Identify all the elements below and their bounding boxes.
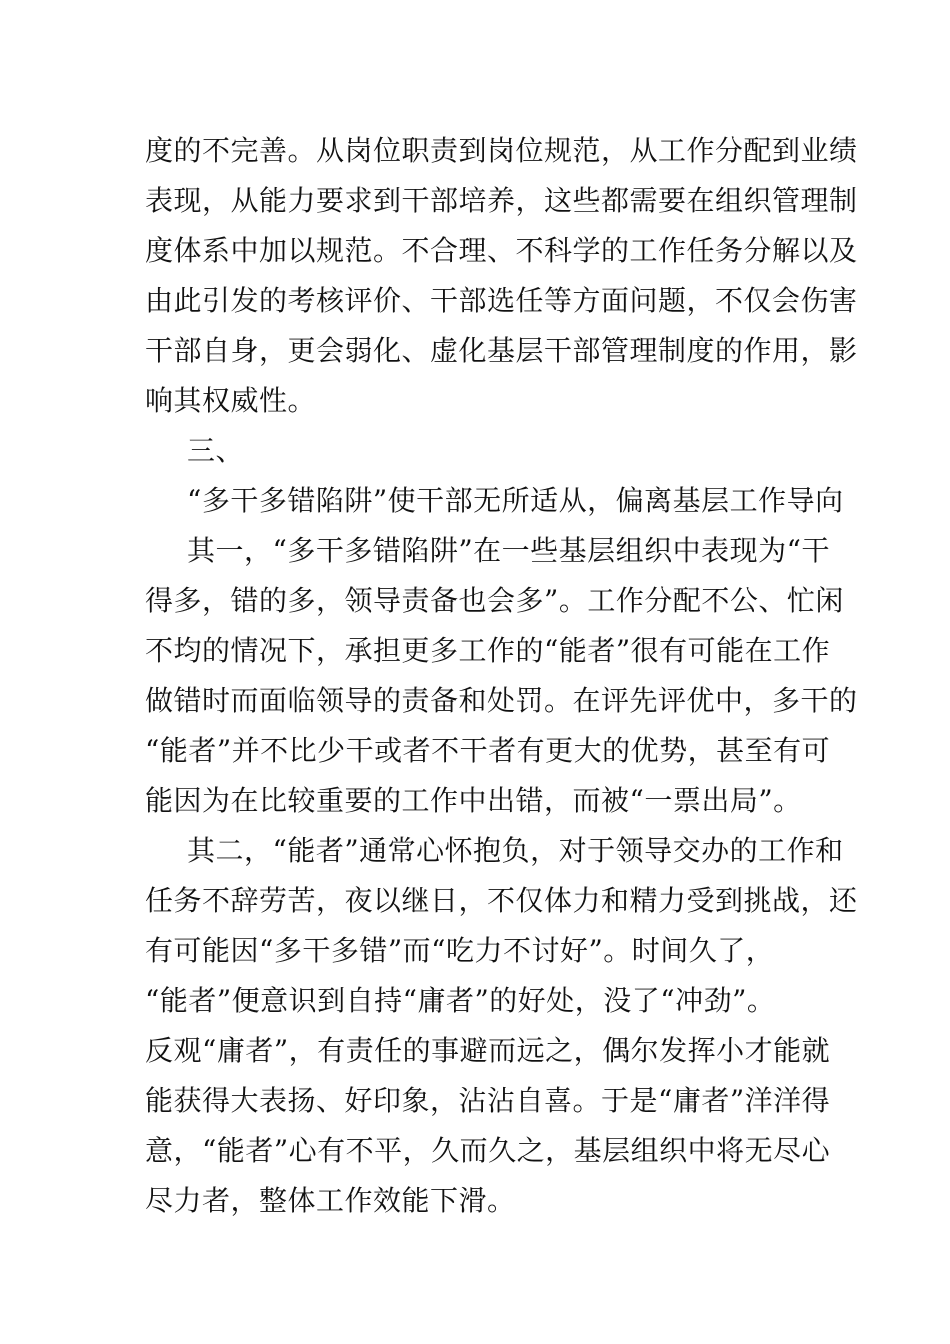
text-line: “能者”并不比少干或者不干者有更大的优势，甚至有可 xyxy=(145,734,831,767)
text-line: 能因为在比较重要的工作中出错，而被“一票出局”。 xyxy=(145,784,802,817)
text-line: 不均的情况下，承担更多工作的“能者”很有可能在工作 xyxy=(145,634,831,667)
paragraph-start: 其一，“多干多错陷阱”在一些基层组织中表现为“干 xyxy=(187,534,830,567)
text-line: 意，“能者”心有不平，久而久之，基层组织中将无尽心 xyxy=(145,1134,831,1167)
text-line: 反观“庸者”，有责任的事避而远之，偶尔发挥小才能就 xyxy=(145,1034,831,1067)
paragraph-start: 其二，“能者”通常心怀抱负，对于领导交办的工作和 xyxy=(187,834,844,867)
text-line: 表现，从能力要求到干部培养，这些都需要在组织管理制 xyxy=(145,184,858,217)
text-line: 有可能因“多干多错”而“吃力不讨好”。时间久了， xyxy=(145,934,775,967)
text-line: 任务不辞劳苦，夜以继日，不仅体力和精力受到挑战，还 xyxy=(145,884,858,917)
text-line: 响其权威性。 xyxy=(145,384,317,417)
text-line: “能者”便意识到自持“庸者”的好处，没了“冲劲”。 xyxy=(145,984,776,1017)
text-line: 尽力者，整体工作效能下滑。 xyxy=(145,1184,516,1217)
text-line: 得多，错的多，领导责备也会多”。工作分配不公、忙闲 xyxy=(145,584,844,617)
text-line: 度体系中加以规范。不合理、不科学的工作任务分解以及 xyxy=(145,234,858,267)
section-heading-number: 三、 xyxy=(187,434,245,467)
text-line: 度的不完善。从岗位职责到岗位规范，从工作分配到业绩 xyxy=(145,134,858,167)
text-line: 做错时而面临领导的责备和处罚。在评先评优中，多干的 xyxy=(145,684,858,717)
text-line: 干部自身，更会弱化、虚化基层干部管理制度的作用，影 xyxy=(145,334,858,367)
text-line: 由此引发的考核评价、干部选任等方面问题，不仅会伤害 xyxy=(145,284,858,317)
text-line: 能获得大表扬、好印象，沾沾自喜。于是“庸者”洋洋得 xyxy=(145,1084,831,1117)
section-heading: “多干多错陷阱”使干部无所适从，偏离基层工作导向 xyxy=(187,484,844,517)
